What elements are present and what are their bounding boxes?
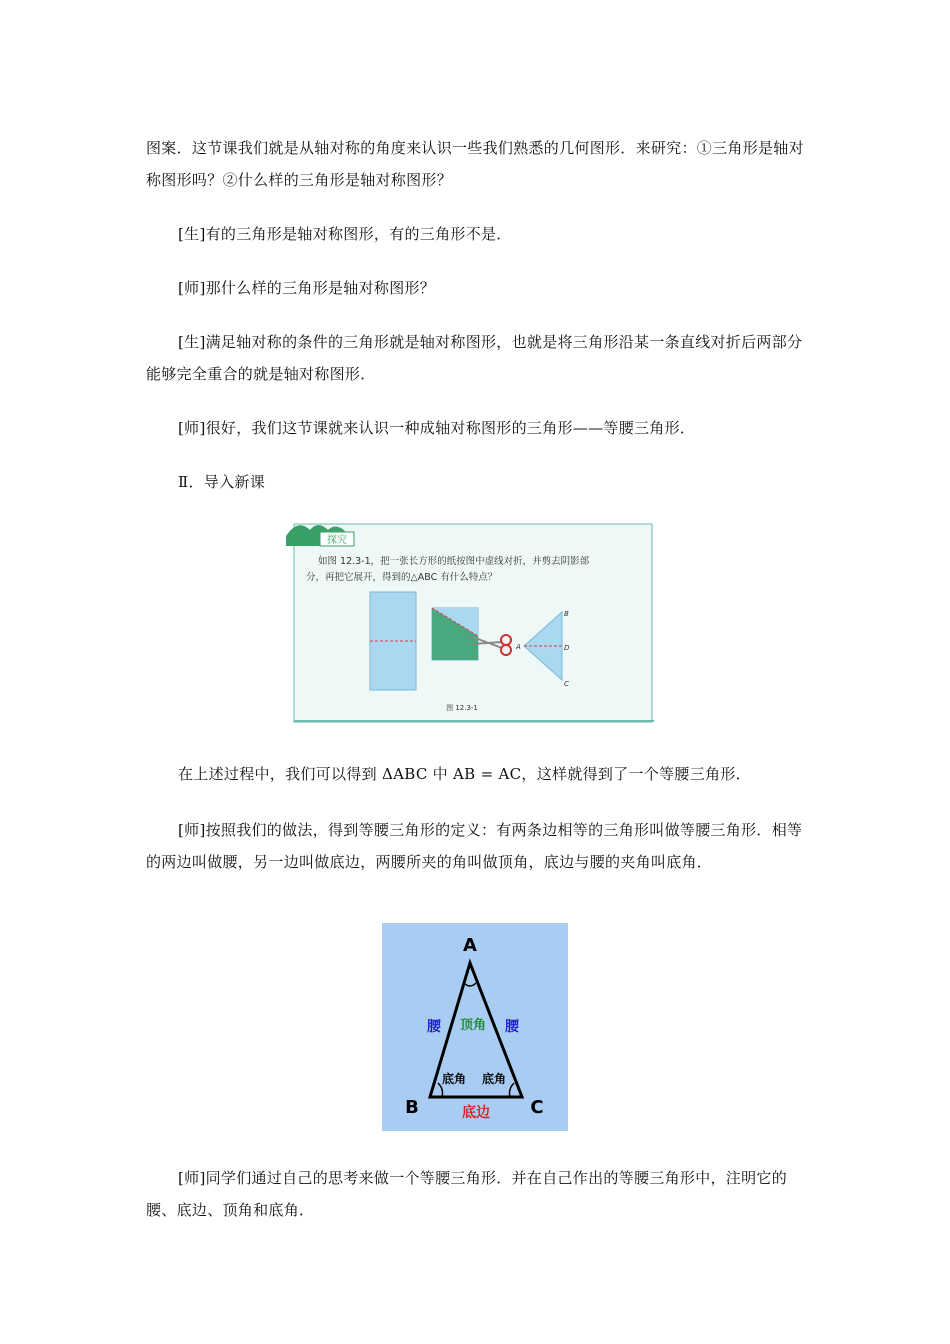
- explore-instruction-line2: 分，再把它展开，得到的△ABC 有什么特点？: [306, 572, 498, 583]
- leg-right-label: 腰: [505, 1019, 519, 1035]
- vertex-a: A: [463, 935, 477, 956]
- paragraph-result: 在上述过程中，我们可以得到 ΔABC 中 AB = AC，这样就得到了一个等腰三角形．: [178, 765, 751, 783]
- vertex-c: C: [530, 1097, 544, 1118]
- explore-figure: [284, 516, 656, 726]
- label-c: C: [564, 680, 569, 688]
- label-a: A: [516, 643, 521, 651]
- paragraph-definition: [师]按照我们的做法，得到等腰三角形的定义：有两条边相等的三角形叫做等腰三角形．相等的两边叫做腰，另一边叫做底边，两腰所夹的角叫做顶角，底边与腰的夹角叫底角．: [146, 821, 803, 871]
- base-angle-right-label: 底角: [481, 1072, 507, 1086]
- paragraph-intro: 图案．这节课我们就是从轴对称的角度来认识一些我们熟悉的几何图形．来研究：①三角形是轴对称图形吗？②什么样的三角形是轴对称图形？: [146, 139, 804, 189]
- paragraph-activity: [师]同学们通过自己的思考来做一个等腰三角形．并在自己作出的等腰三角形中，注明它的腰、底边、顶角和底角．: [146, 1169, 788, 1219]
- label-b: B: [564, 610, 569, 618]
- base-label: 底边: [462, 1105, 490, 1121]
- isosceles-triangle-figure: [382, 923, 568, 1131]
- paragraph-student-2: [生]满足轴对称的条件的三角形就是轴对称图形，也就是将三角形沿某一条直线对折后两部分能够完全重合的就是轴对称图形．: [146, 333, 803, 383]
- explore-instruction-line1: 如图 12.3-1，把一张长方形的纸按图中虚线对折，并剪去阴影部: [318, 556, 590, 567]
- paragraph-teacher-1: [师]那什么样的三角形是轴对称图形？: [178, 279, 436, 297]
- figure-caption: 图 12.3-1: [446, 704, 478, 712]
- leg-left-label: 腰: [427, 1019, 441, 1035]
- explore-badge-label: 探究: [327, 535, 347, 546]
- label-d: D: [564, 644, 570, 652]
- vertex-b: B: [405, 1097, 419, 1118]
- section-heading: Ⅱ．导入新课: [178, 473, 265, 491]
- paragraph-teacher-2: [师]很好，我们这节课就来认识一种成轴对称图形的三角形——等腰三角形．: [178, 419, 696, 437]
- paragraph-student-1: [生]有的三角形是轴对称图形，有的三角形不是．: [178, 225, 512, 243]
- apex-angle-label: 顶角: [459, 1018, 487, 1033]
- base-angle-left-label: 底角: [441, 1072, 467, 1086]
